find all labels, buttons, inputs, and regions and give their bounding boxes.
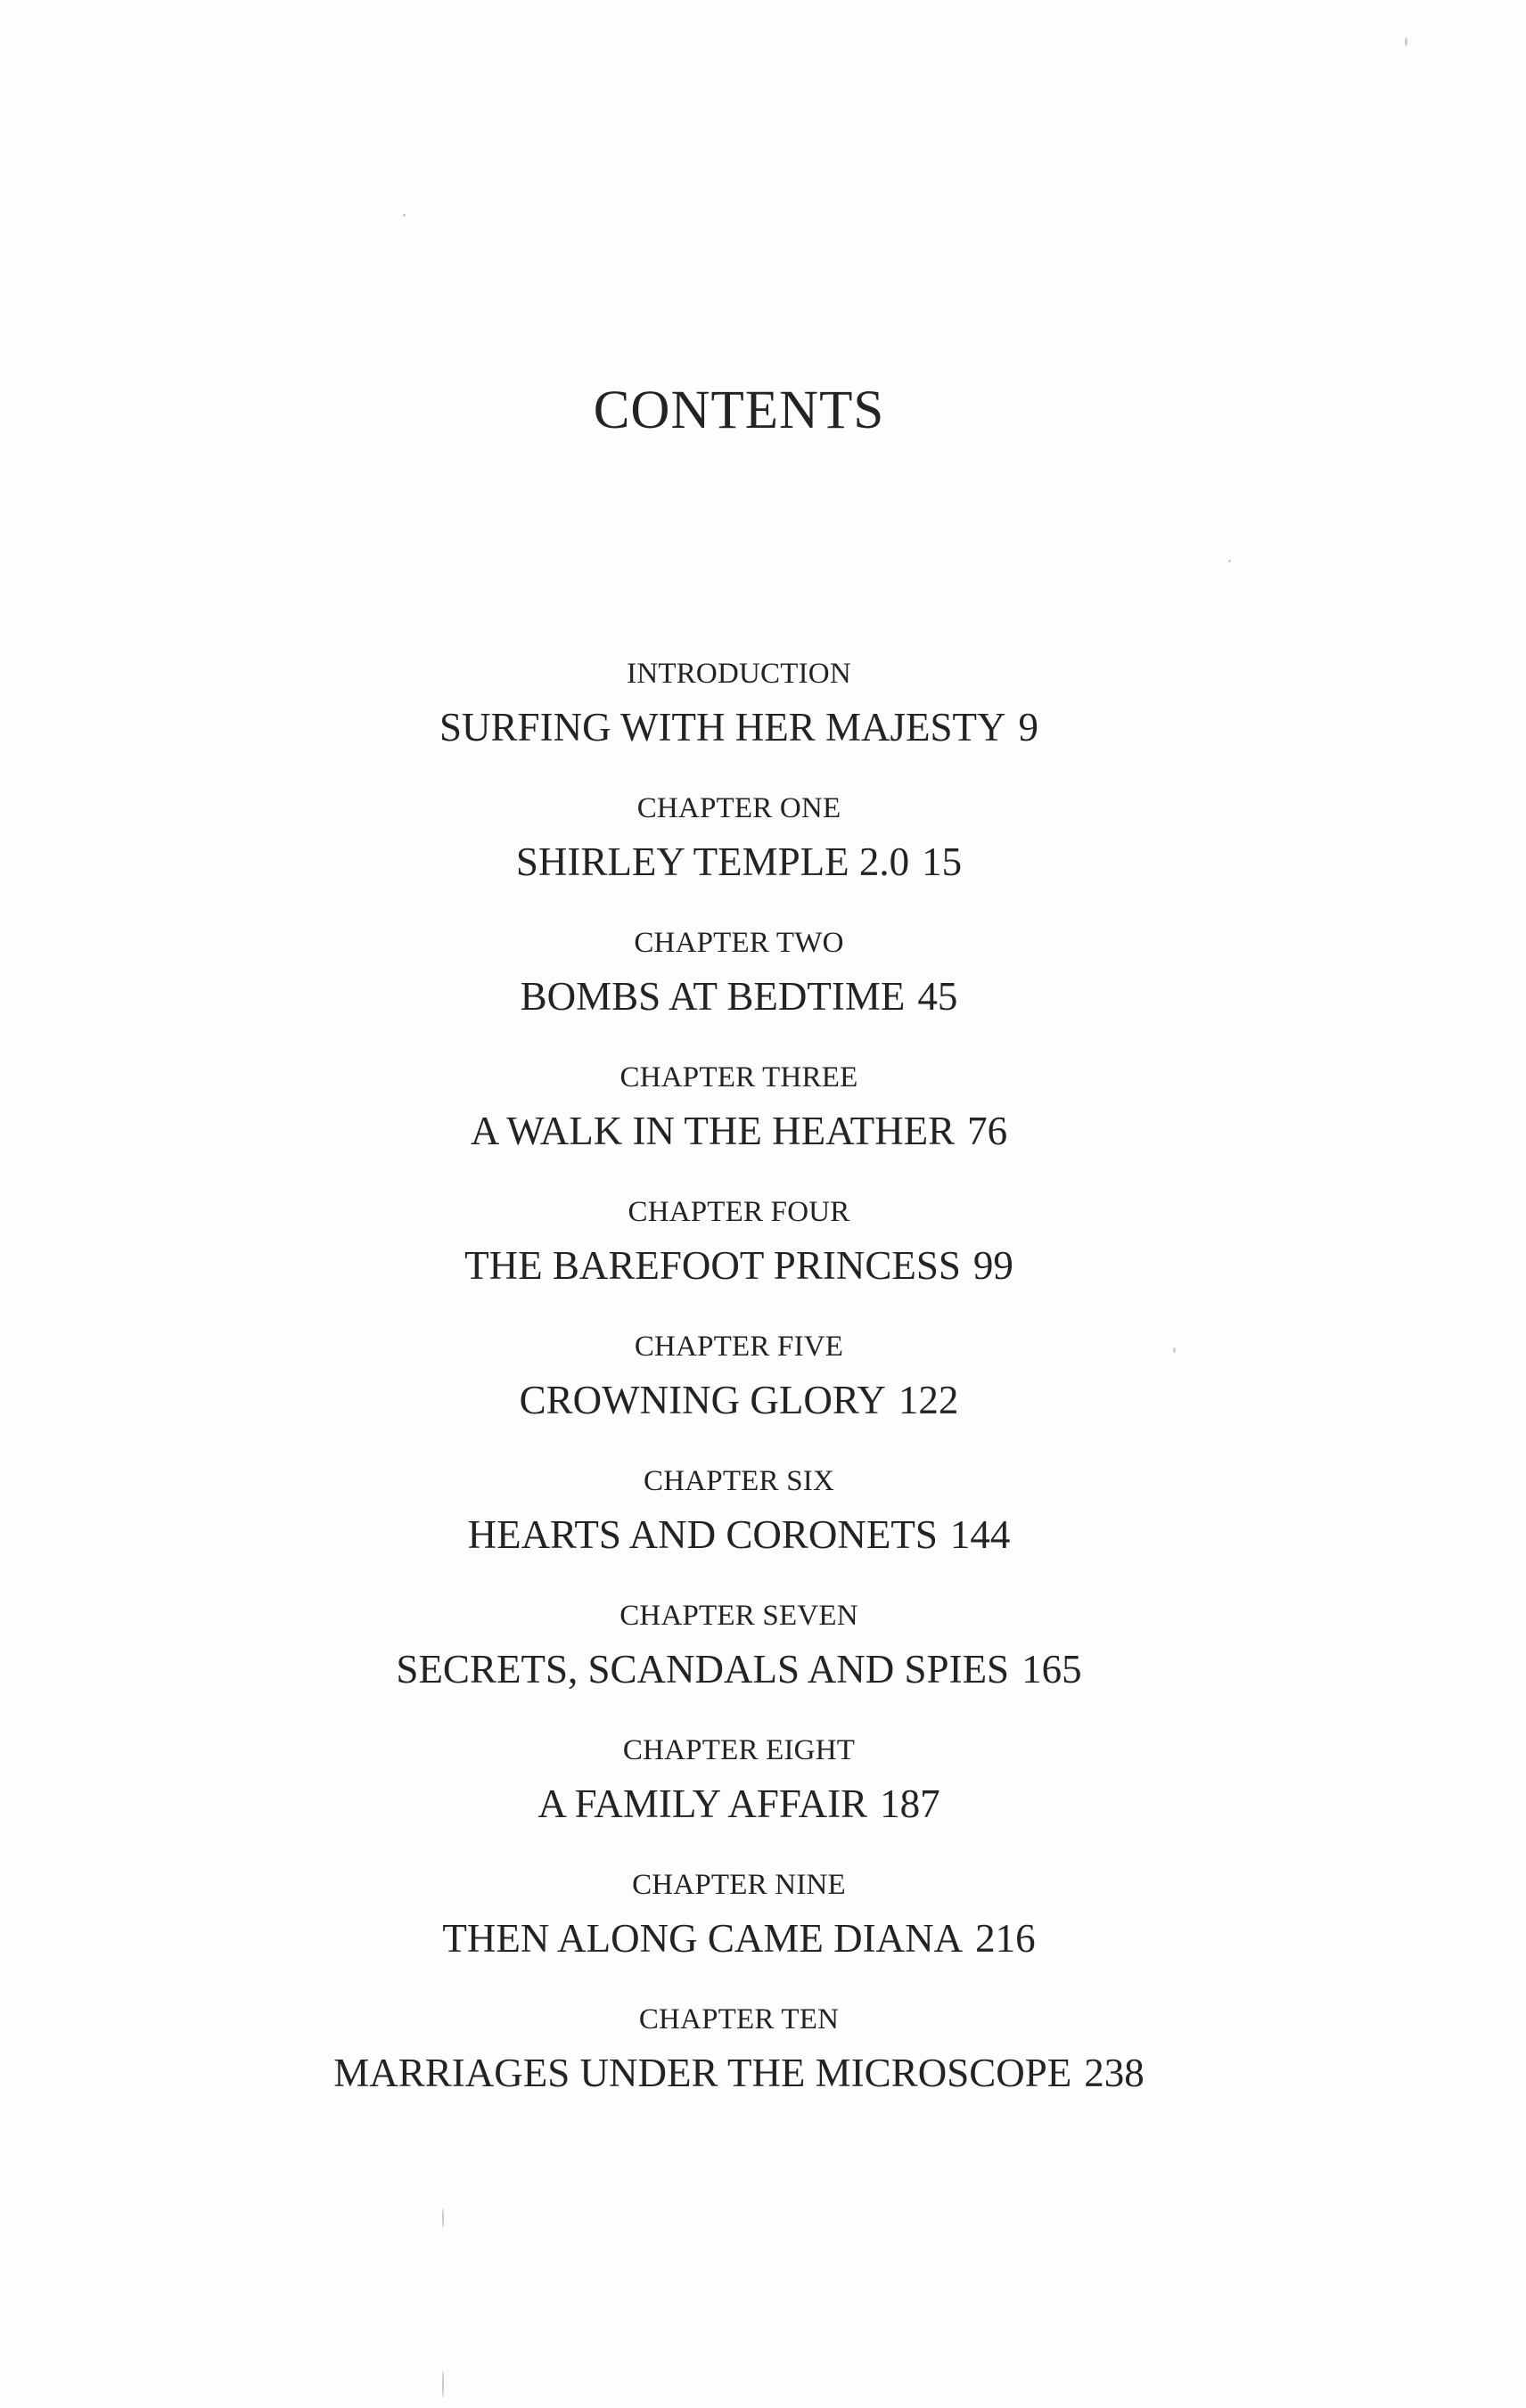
page-number: 238 xyxy=(1084,2051,1144,2095)
chapter-title-text: CROWNING GLORY xyxy=(519,1378,886,1422)
dust-speck xyxy=(1405,37,1407,46)
chapter-title xyxy=(0,1781,1478,1826)
toc-entry-chapter-one xyxy=(0,794,1478,882)
chapter-title-text: SURFING WITH HER MAJESTY xyxy=(439,705,1006,749)
chapter-label: CHAPTER TEN xyxy=(638,2003,840,2035)
page-number: 187 xyxy=(880,1781,940,1826)
chapter-title-text: THE BAREFOOT PRINCESS xyxy=(464,1243,961,1288)
chapter-title xyxy=(0,1512,1478,1557)
dust-speck xyxy=(1228,560,1231,562)
dust-speck xyxy=(442,2371,444,2397)
page-number: 165 xyxy=(1021,1647,1082,1691)
chapter-title xyxy=(0,1111,1478,1151)
chapter-title xyxy=(0,1380,1478,1421)
chapter-title-text: MARRIAGES UNDER THE MICROSCOPE xyxy=(333,2051,1072,2095)
page-number: 45 xyxy=(917,974,958,1019)
page-number: 76 xyxy=(967,1109,1008,1153)
chapter-label: CHAPTER SIX xyxy=(644,1465,834,1497)
toc-entry-chapter-seven xyxy=(0,1601,1478,1690)
dust-speck xyxy=(442,2208,444,2228)
page-title: CONTENTS xyxy=(593,381,885,440)
chapter-title xyxy=(0,2053,1478,2093)
chapter-title-text: HEARTS AND CORONETS xyxy=(467,1512,938,1557)
chapter-title xyxy=(0,842,1478,882)
chapter-label: CHAPTER EIGHT xyxy=(622,1734,856,1766)
toc-entry-chapter-ten xyxy=(0,2005,1478,2093)
toc-entry-chapter-five xyxy=(0,1332,1478,1421)
toc-entry-chapter-two xyxy=(0,929,1478,1017)
page-number: 144 xyxy=(949,1512,1011,1557)
toc-entry-chapter-six xyxy=(0,1467,1478,1555)
chapter-title-text: SHIRLEY TEMPLE 2.0 xyxy=(515,840,910,884)
toc-entry-chapter-four xyxy=(0,1198,1478,1286)
page-number: 15 xyxy=(922,840,963,884)
chapter-label: CHAPTER THREE xyxy=(619,1061,858,1093)
chapter-title-text: BOMBS AT BEDTIME xyxy=(520,974,906,1019)
chapter-title xyxy=(0,974,1478,1019)
chapter-title-text: THEN ALONG CAME DIANA xyxy=(442,1916,964,1961)
chapter-title-text: SECRETS, SCANDALS AND SPIES xyxy=(396,1647,1010,1691)
chapter-label: CHAPTER FOUR xyxy=(628,1196,850,1228)
chapter-label: INTRODUCTION xyxy=(627,658,851,690)
chapter-label: CHAPTER FIVE xyxy=(634,1331,844,1363)
toc-entry-introduction xyxy=(0,659,1478,748)
page-number: 122 xyxy=(898,1378,959,1422)
page-number: 99 xyxy=(972,1243,1013,1288)
chapter-title xyxy=(0,705,1478,749)
chapter-title-text: A WALK IN THE HEATHER xyxy=(470,1109,956,1153)
dust-speck xyxy=(403,214,406,217)
page-number: 216 xyxy=(975,1916,1036,1961)
chapter-label: CHAPTER ONE xyxy=(636,792,841,824)
chapter-title xyxy=(0,1916,1478,1961)
chapter-title xyxy=(0,1243,1478,1288)
chapter-title xyxy=(0,1647,1478,1691)
chapter-label: CHAPTER SEVEN xyxy=(619,1600,858,1632)
page-number: 9 xyxy=(1018,705,1038,749)
toc-entry-chapter-nine xyxy=(0,1871,1478,1959)
toc-entry-chapter-eight xyxy=(0,1736,1478,1824)
chapter-title-text: A FAMILY AFFAIR xyxy=(537,1781,868,1826)
toc-entry-chapter-three xyxy=(0,1063,1478,1151)
chapter-label: CHAPTER TWO xyxy=(634,927,844,959)
chapter-label: CHAPTER NINE xyxy=(632,1869,846,1901)
